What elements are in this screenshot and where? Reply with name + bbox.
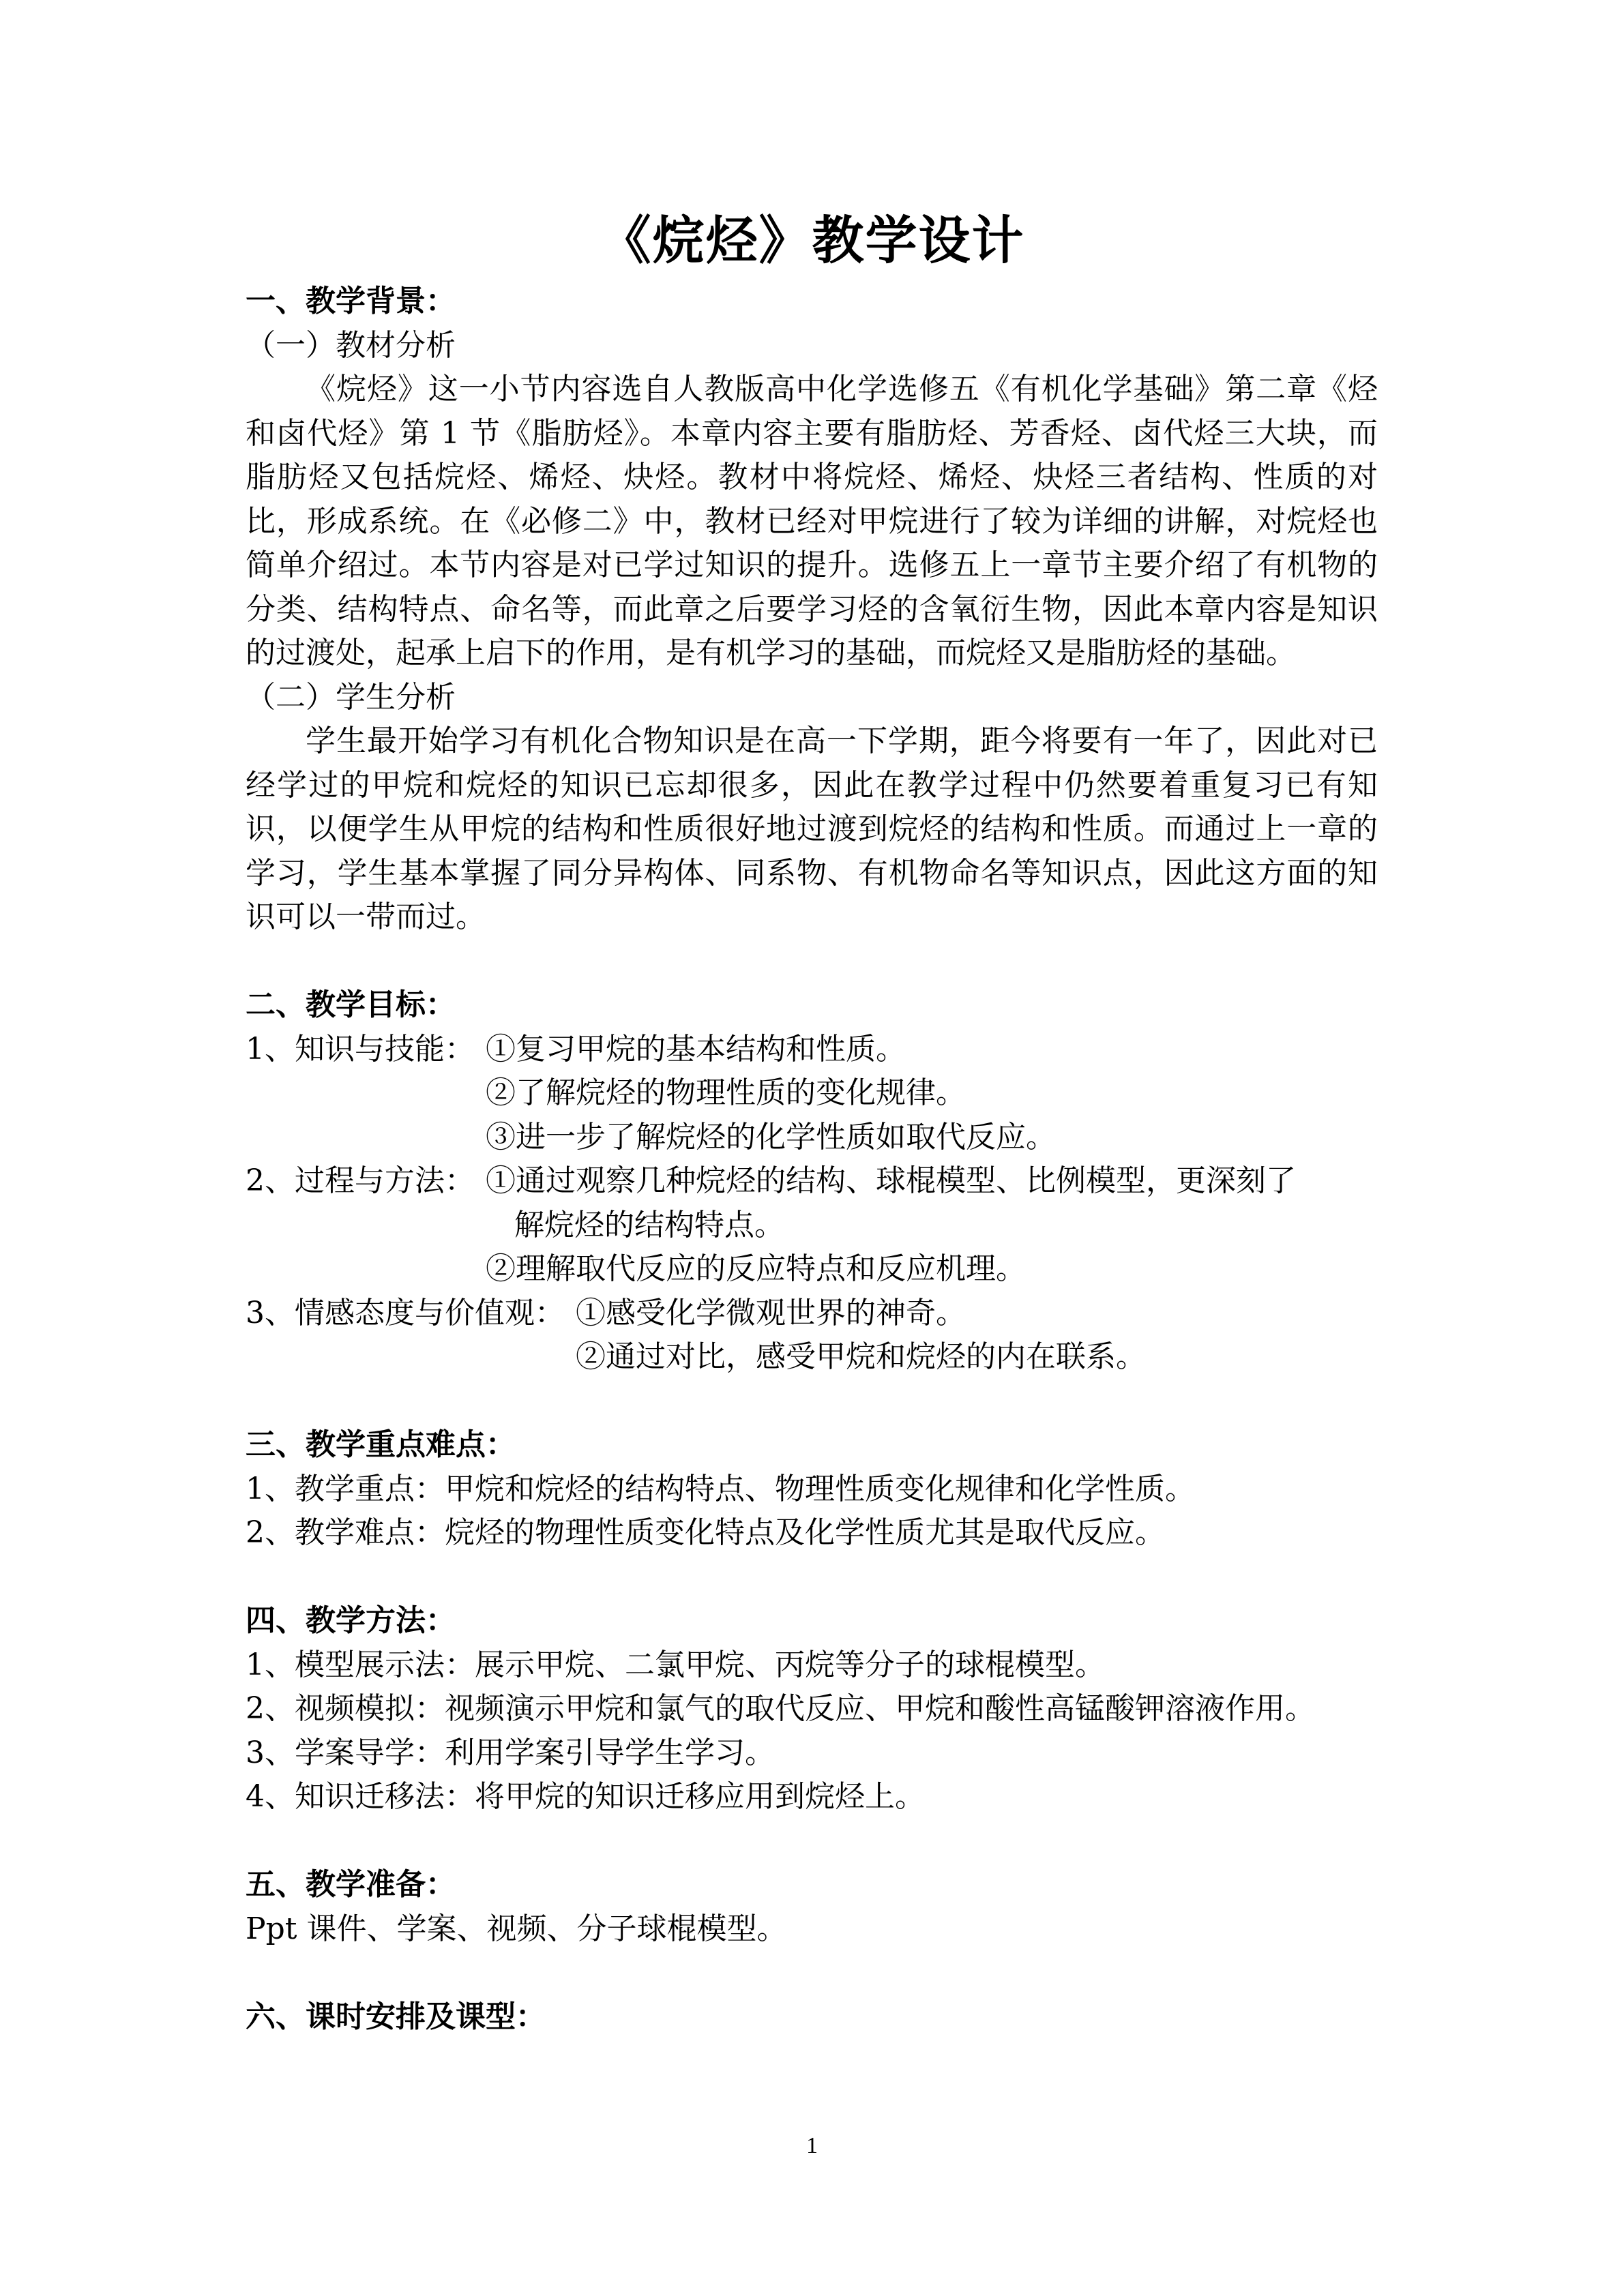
method-2-line: 2、视频模拟：视频演示甲烷和氯气的取代反应、甲烷和酸性高锰酸钾溶液作用。: [246, 1691, 1315, 1726]
subsection-student-analysis: （二）学生分析: [246, 679, 456, 715]
preparation-line: Ppt 课件、学案、视频、分子球棍模型。: [246, 1911, 787, 1946]
section-4-heading: 四、教学方法：: [246, 1603, 456, 1638]
goal-1-item-a: ①复习甲烷的基本结构和性质。: [486, 1031, 906, 1067]
key-point-line: 1、教学重点：甲烷和烷烃的结构特点、物理性质变化规律和化学性质。: [246, 1471, 1195, 1506]
goal-1-item-c: ③进一步了解烷烃的化学性质如取代反应。: [486, 1119, 1056, 1154]
section-6-heading: 六、课时安排及课型：: [246, 1999, 546, 2034]
document-body: [246, 280, 1378, 2039]
goal-2-item-a-line2: 解烷烃的结构特点。: [514, 1207, 784, 1242]
goal-2-row-b: [246, 1247, 1378, 1292]
goal-1-item-b: ②了解烷烃的物理性质的变化规律。: [486, 1075, 966, 1110]
method-4-line: 4、知识迁移法：将甲烷的知识迁移应用到烷烃上。: [246, 1779, 925, 1814]
section-5-heading: 五、教学准备：: [246, 1867, 456, 1902]
goal-3-label: 3、情感态度与价值观：: [246, 1295, 565, 1330]
goal-3-row: [246, 1292, 1378, 1336]
section-1-heading: 一、教学背景：: [246, 284, 456, 318]
goal-2-row: [246, 1159, 1378, 1204]
goal-2-label: 2、过程与方法：: [246, 1163, 475, 1198]
section-3-heading: 三、教学重点难点：: [246, 1427, 516, 1462]
section-2-heading: 二、教学目标：: [246, 987, 456, 1022]
method-3-line: 3、学案导学：利用学案引导学生学习。: [246, 1735, 775, 1770]
goal-2-item-b: ②理解取代反应的反应特点和反应机理。: [486, 1251, 1026, 1286]
textbook-analysis-paragraph: 《烷烃》这一小节内容选自人教版高中化学选修五《有机化学基础》第二章《烃和卤代烃》第 1 节《脂肪烃》。本章内容主要有脂肪烃、芳香烃、卤代烃三大块，而脂肪烃又包括烷烃、烯烃、炔烃。教材中将烷烃、烯烃、炔烃三者结构、性质的对比，形成系统。在《必修二》中，教材已经对甲烷进行了较为详细的讲解，对烷烃也简单介绍过。本节内容是对已学过知识的提升。选修五上一章节主要介绍了有机物的分类、结构特点、命名等，而此章之后要学习烃的含氧衍生物，因此本章内容是知识的过渡处，起承上启下的作用，是有机学习的基础，而烷烃又是脂肪烃的基础。: [246, 372, 1378, 670]
goal-1-row-c: [246, 1116, 1378, 1160]
goal-3-item-a: ①感受化学微观世界的神奇。: [576, 1295, 966, 1330]
goal-1-row-b: [246, 1071, 1378, 1116]
page-number: 1: [806, 2133, 818, 2158]
goal-3-row-b: [246, 1335, 1378, 1380]
method-1-line: 1、模型展示法：展示甲烷、二氯甲烷、丙烷等分子的球棍模型。: [246, 1647, 1105, 1682]
subsection-textbook-analysis: （一）教材分析: [246, 327, 456, 363]
document-title: 《烷烃》教学设计: [599, 210, 1025, 271]
student-analysis-paragraph: 学生最开始学习有机化合物知识是在高一下学期，距今将要有一年了，因此对已经学过的甲烷和烷烃的知识已忘却很多，因此在教学过程中仍然要着重复习已有知识，以便学生从甲烷的结构和性质很好地过渡到烷烃的结构和性质。而通过上一章的学习，学生基本掌握了同分异构体、同系物、有机物命名等知识点，因此这方面的知识可以一带而过。: [246, 724, 1378, 934]
goal-1-row: [246, 1028, 1378, 1072]
goal-1-label: 1、知识与技能：: [246, 1031, 475, 1067]
goal-3-item-b: ②通过对比，感受甲烷和烷烃的内在联系。: [576, 1339, 1146, 1374]
goal-2-row-a2: [246, 1204, 1378, 1248]
goal-2-item-a-line1: ①通过观察几种烷烃的结构、球棍模型、比例模型，更深刻了: [486, 1163, 1296, 1198]
difficult-point-line: 2、教学难点：烷烃的物理性质变化特点及化学性质尤其是取代反应。: [246, 1515, 1165, 1550]
